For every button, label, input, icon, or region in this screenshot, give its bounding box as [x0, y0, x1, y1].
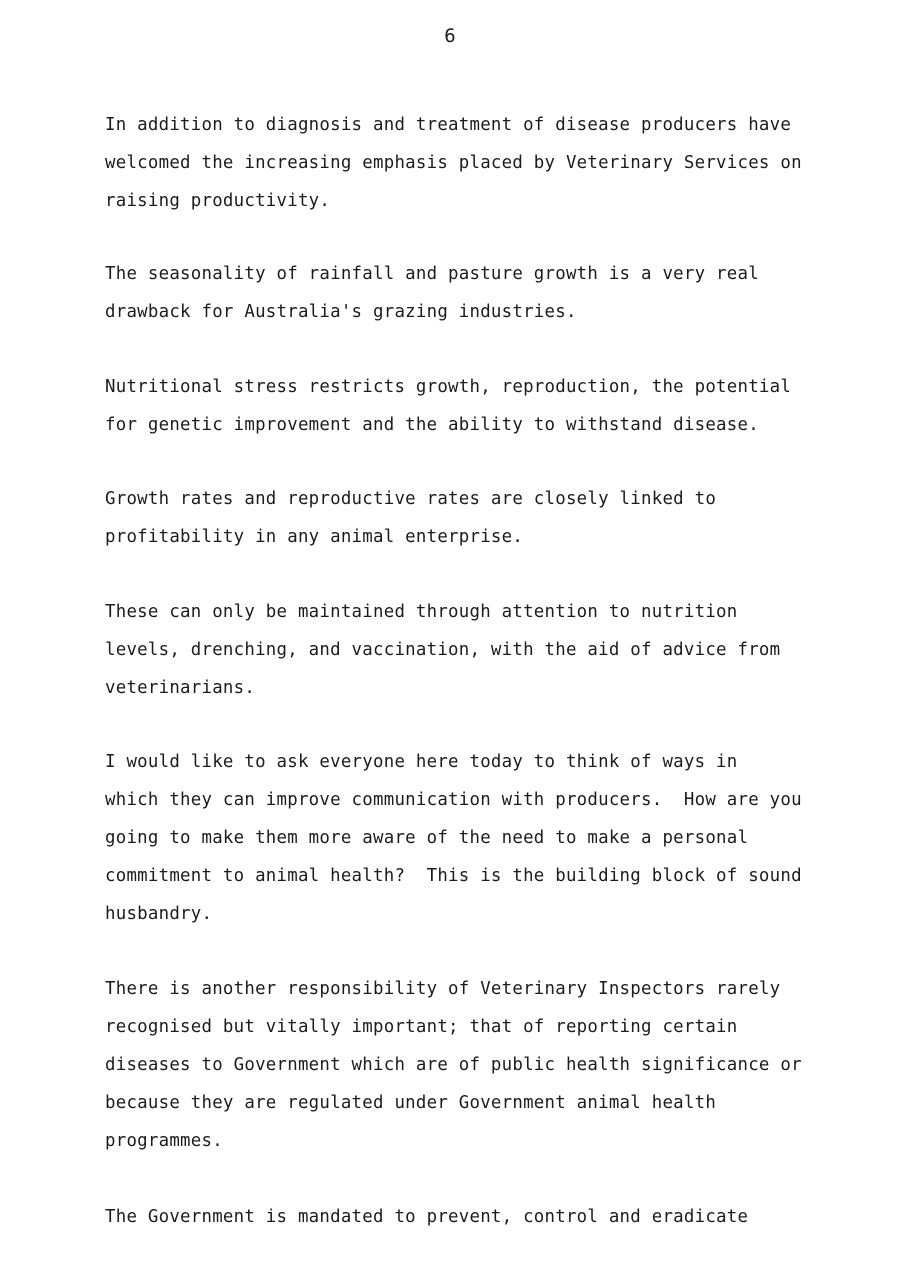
paragraph-line: profitability in any animal enterprise.	[105, 527, 524, 547]
paragraph-line: The seasonality of rainfall and pasture growth is a very real	[105, 264, 759, 284]
paragraph-line: I would like to ask everyone here today to think of ways in	[105, 752, 738, 772]
paragraph-line: These can only be maintained through attention to nutrition	[105, 602, 738, 622]
paragraph-line: drawback for Australia's grazing industries.	[105, 302, 577, 322]
paragraph-line: welcomed the increasing emphasis placed by Veterinary Services on	[105, 153, 802, 173]
paragraph-line: The Government is mandated to prevent, control and eradicate	[105, 1207, 749, 1227]
paragraph-line: programmes.	[105, 1131, 223, 1151]
paragraph-8	[105, 1198, 748, 1236]
paragraph-line: which they can improve communication with producers. How are you	[105, 790, 802, 810]
paragraph-line: for genetic improvement and the ability to withstand disease.	[105, 415, 759, 435]
paragraph-line: commitment to animal health? This is the building block of sound	[105, 866, 802, 886]
paragraph-line: because they are regulated under Government animal health	[105, 1093, 717, 1113]
paragraph-line: going to make them more aware of the need to make a personal	[105, 828, 749, 848]
paragraph-line: raising productivity.	[105, 191, 331, 211]
paragraph-3	[105, 368, 791, 444]
paragraph-line: diseases to Government which are of public health significance or	[105, 1055, 802, 1075]
paragraph-1	[105, 106, 802, 220]
paragraph-line: Growth rates and reproductive rates are closely linked to	[105, 489, 717, 509]
paragraph-line: recognised but vitally important; that of reporting certain	[105, 1017, 738, 1037]
paragraph-line: In addition to diagnosis and treatment of disease producers have	[105, 115, 792, 135]
paragraph-line: There is another responsibility of Veterinary Inspectors rarely	[105, 979, 781, 999]
page-number: 6	[444, 25, 456, 47]
paragraph-line: husbandry.	[105, 904, 213, 924]
paragraph-line: veterinarians.	[105, 678, 256, 698]
paragraph-2	[105, 255, 759, 331]
paragraph-6	[105, 743, 802, 933]
paragraph-5	[105, 593, 780, 707]
paragraph-line: Nutritional stress restricts growth, reproduction, the potential	[105, 377, 792, 397]
paragraph-line: levels, drenching, and vaccination, with the aid of advice from	[105, 640, 781, 660]
paragraph-7	[105, 970, 802, 1160]
paragraph-4	[105, 480, 716, 556]
